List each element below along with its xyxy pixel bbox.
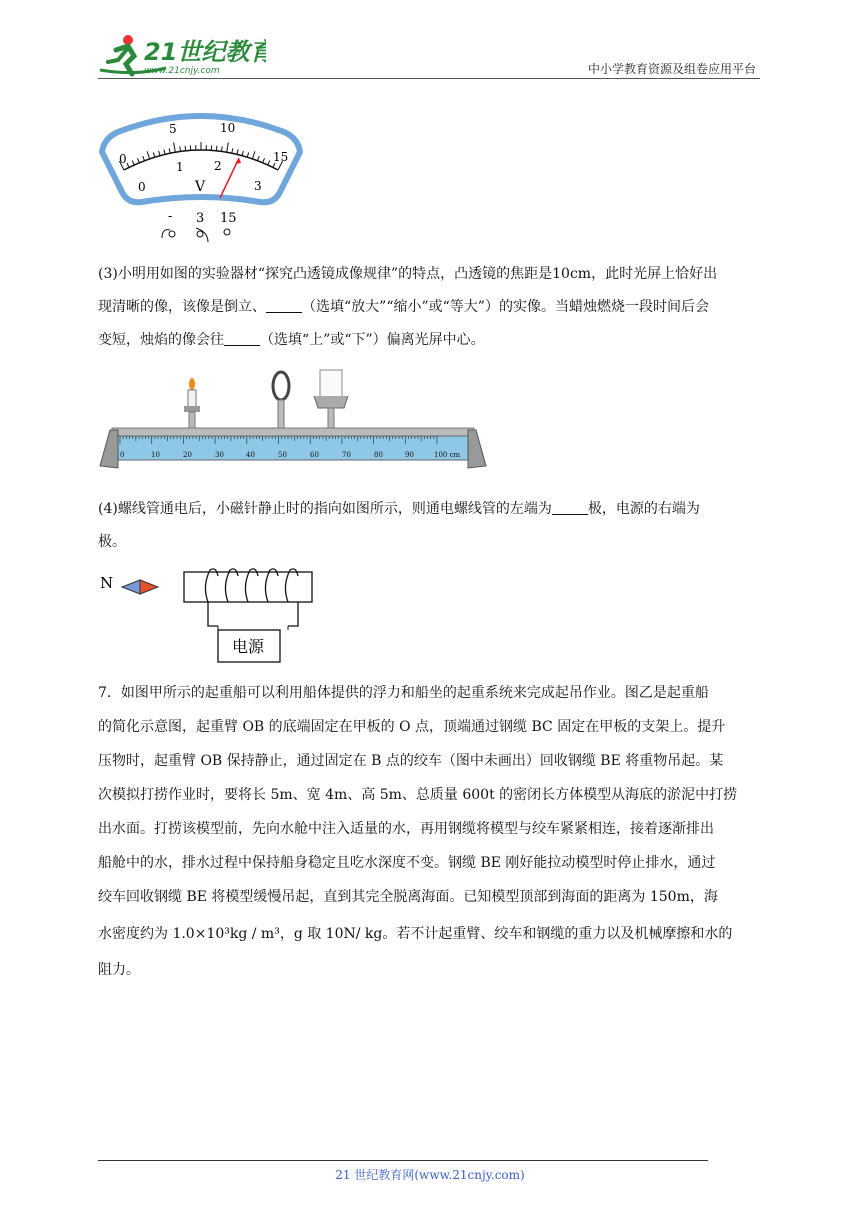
scale-lower-3: 3 <box>254 179 262 193</box>
answer-blank[interactable] <box>552 500 588 515</box>
solenoid-figure <box>98 566 328 666</box>
svg-text:0: 0 <box>120 451 125 459</box>
svg-text:100 cm: 100 cm <box>434 451 461 459</box>
svg-text:70: 70 <box>342 451 351 459</box>
needle-label: N <box>100 574 114 592</box>
question-7 <box>98 676 762 986</box>
terminal-3: 3 <box>196 211 205 226</box>
q7-line: 的简化示意图，起重臂 OB 的底端固定在甲板的 O 点，顶端通过钢缆 BC 固定在甲板的支架上。提升 <box>98 719 726 735</box>
platform-name: 中小学教育资源及组卷应用平台 <box>587 62 756 76</box>
footer-link[interactable]: 21 世纪教育网(www.21cnjy.com) <box>335 1168 525 1182</box>
svg-text:10: 10 <box>151 451 160 459</box>
q3-line1: (3)小明用如图的实验器材“探究凸透镜成像规律”的特点，凸透镜的焦距是10cm，此时光屏上恰好出 <box>98 266 718 282</box>
q4-line2: 极。 <box>98 534 126 550</box>
scale-upper-10: 10 <box>220 121 236 135</box>
terminal-15: 15 <box>220 211 237 226</box>
power-label: 电源 <box>232 637 265 656</box>
terminal-neg: - <box>168 209 173 224</box>
footer-divider <box>98 1160 708 1161</box>
scale-upper-0: 0 <box>119 152 127 166</box>
q4-line1: (4)螺线管通电后，小磁针静止时的指向如图所示，则通电螺线管的左端为 极，电源的右端为 <box>98 501 700 517</box>
q7-line: 绞车回收钢缆 BE 将模型缓慢吊起，直到其完全脱离海面。已知模型顶部到海面的距离为 150m，海 <box>98 889 718 905</box>
scale-lower-0: 0 <box>138 180 146 194</box>
svg-text:90: 90 <box>405 451 414 459</box>
unit-label: V <box>195 179 206 195</box>
question-4 <box>98 493 762 559</box>
svg-text:40: 40 <box>246 451 255 459</box>
question-3 <box>98 258 762 357</box>
scale-lower-1: 1 <box>176 160 184 174</box>
q7-line: 7．如图甲所示的起重船可以利用船体提供的浮力和船坐的起重系统来完成起吊作业。图乙是起重船 <box>98 685 709 701</box>
q7-line: 阻力。 <box>98 962 140 978</box>
compass-needle-icon <box>122 580 158 594</box>
q3-line2: 现清晰的像，该像是倒立、 （选填“放大”“缩小”或“等大”）的实像。当蜡烛燃烧一段时间后会 <box>98 299 709 315</box>
svg-text:30: 30 <box>215 451 224 459</box>
answer-blank[interactable] <box>224 331 260 346</box>
q7-line: 船舱中的水，排水过程中保持船身稳定且吃水深度不变。钢缆 BE 刚好能拉动模型时停止排水，通过 <box>98 855 716 871</box>
answer-blank[interactable] <box>266 298 302 313</box>
q7-line: 水密度约为 1.0×10³kg / m³，g 取 10N/ kg。若不计起重臂、绞车和钢缆的重力以及机械摩擦和水的 <box>98 926 733 942</box>
optical-bench-figure <box>98 368 488 483</box>
svg-text:20: 20 <box>183 451 192 459</box>
svg-text:60: 60 <box>310 451 319 459</box>
scale-upper-15: 15 <box>273 150 289 164</box>
candle-icon <box>184 378 200 434</box>
q7-line: 次模拟打捞作业时，要将长 5m、宽 4m、高 5m、总质量 600t 的密闭长方体模型从海底的淤泥中打捞 <box>98 787 738 803</box>
logo-text: 21世纪教育 <box>144 38 266 66</box>
site-logo <box>96 30 266 80</box>
q7-line: 出水面。打捞该模型前，先向水舱中注入适量的水，再用钢缆将模型与绞车紧紧相连，接着逐渐排出 <box>98 821 714 837</box>
screen-icon <box>314 370 348 434</box>
lens-icon <box>273 372 289 434</box>
header-divider <box>98 78 760 79</box>
svg-text:50: 50 <box>278 451 287 459</box>
logo-url: www.21cnjy.com <box>144 66 220 76</box>
voltmeter-figure <box>96 100 306 245</box>
svg-text:80: 80 <box>374 451 383 459</box>
q3-line3: 变短，烛焰的像会往 （选填“上”或“下”）偏离光屏中心。 <box>98 332 485 348</box>
scale-lower-2: 2 <box>214 159 222 173</box>
q7-line: 压物时，起重臂 OB 保持静止，通过固定在 B 点的绞车（图中未画出）回收钢缆 BE 将重物吊起。某 <box>98 753 724 769</box>
scale-upper-5: 5 <box>169 122 177 136</box>
